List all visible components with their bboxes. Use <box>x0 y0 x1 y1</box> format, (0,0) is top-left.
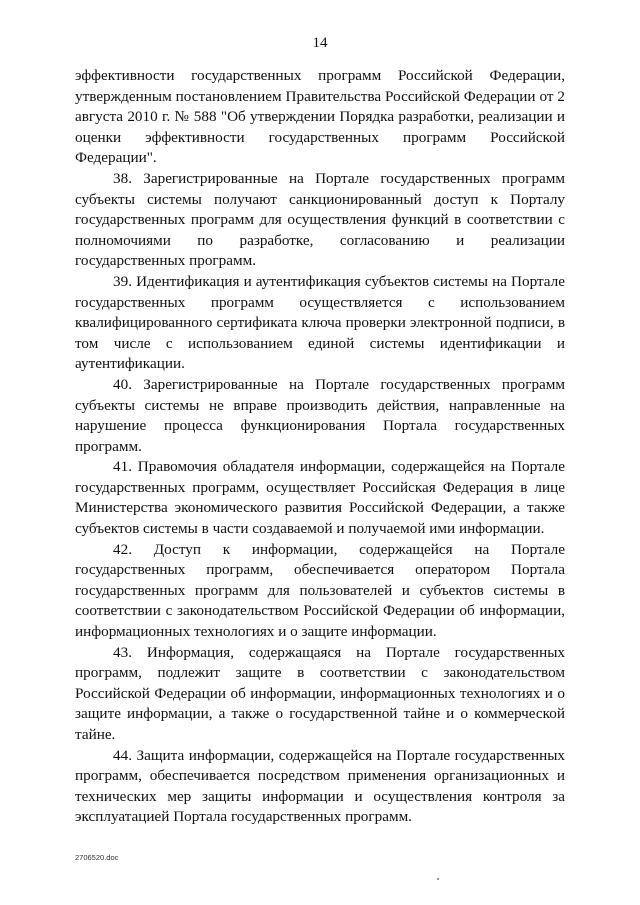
paragraph-continuation: эффективности государственных программ Российской Федерации, утвержденным постановлением Правительства Российской Федерации от 2 августа 2010 г. № 588 "Об утверждении Порядка разработки, реализации и оценки эффективности государственных программ Российской Федерации". <box>75 67 565 167</box>
paragraph-42: 42. Доступ к информации, содержащейся на Портале государственных программ, обеспечивается оператором Портала государственных программ для пользователей и субъектов системы в соответствии с законодательством Российской Федерации об информации, информационных технологиях и о защите информации. <box>75 540 565 641</box>
scan-speck <box>437 878 439 880</box>
paragraph-39: 39. Идентификация и аутентификация субъектов системы на Портале государственных программ осуществляется с использованием квалифицированного сертификата ключа проверки электронной подписи, в том числе с использованием единой системы идентификации и аутентификации. <box>75 272 565 373</box>
document-body <box>75 66 565 828</box>
paragraph-41: 41. Правомочия обладателя информации, содержащейся на Портале государственных программ, осуществляет Российская Федерация в лице Министерства экономического развития Российской Федерации, а также субъектов системы в части создаваемой и получаемой ими информации. <box>75 458 565 538</box>
paragraph-43: 43. Информация, содержащаяся на Портале государственных программ, подлежит защите в соответствии с законодательством Российской Федерации об информации, информационных технологиях и о защите информации, а также о государственной тайне и о коммерческой тайне. <box>75 643 565 743</box>
paragraph-44: 44. Защита информации, содержащейся на Портале государственных программ, обеспечивается посредством применения организационных и технических мер защиты информации и осуществления контроля за эксплуатацией Портала государственных программ. <box>75 746 565 826</box>
paragraph-38: 38. Зарегистрированные на Портале государственных программ субъекты системы получают санкционированный доступ к Порталу государственных программ для осуществления функций в соответствии с полномочиями по разработке, согласованию и реализации государственных программ. <box>75 169 565 270</box>
page-number: 14 <box>312 35 328 51</box>
paragraph-40: 40. Зарегистрированные на Портале государственных программ субъекты системы не вправе производить действия, направленные на нарушение процесса функционирования Портала государственных программ. <box>75 375 565 455</box>
footer-file-code: 2706520.doc <box>75 853 119 862</box>
